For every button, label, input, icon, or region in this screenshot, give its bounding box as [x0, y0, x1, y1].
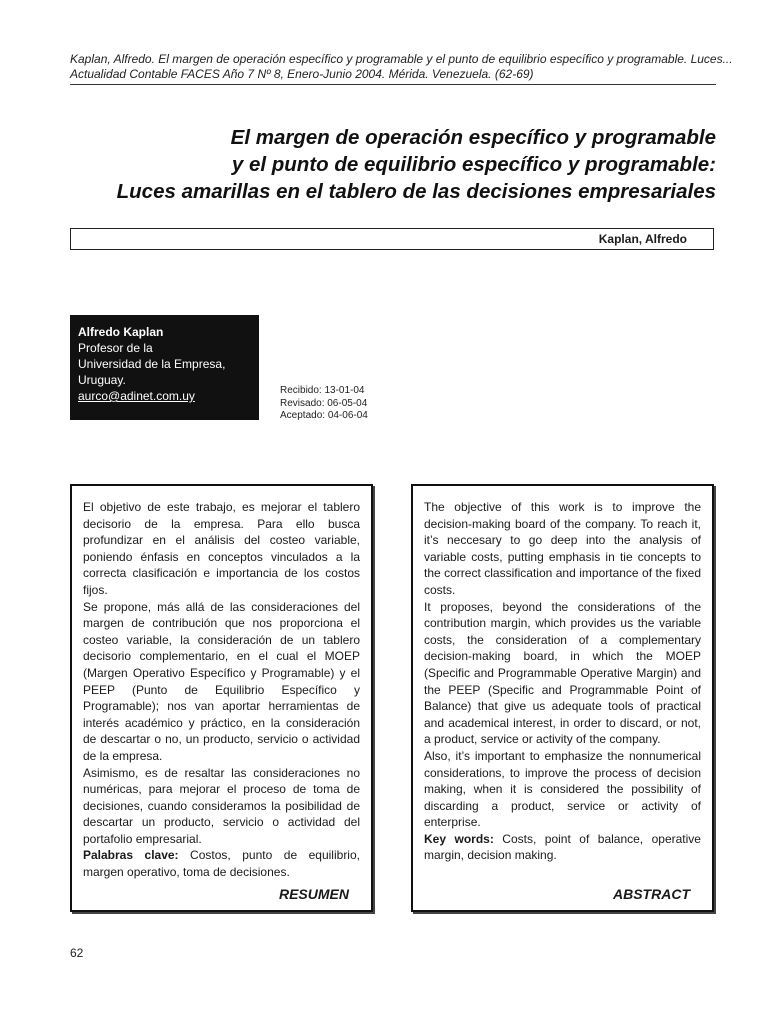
- date-accepted: Aceptado: 04-06-04: [280, 410, 368, 421]
- abstract-keywords-text: Costs, point of balance, operative margin, decision making.: [424, 831, 701, 863]
- author-bar: [70, 228, 714, 250]
- abstract-box: [411, 484, 714, 912]
- author-email-link[interactable]: aurco@adinet.com.uy: [78, 389, 195, 403]
- resumen-keywords: [83, 847, 360, 880]
- title-line-3: Luces amarillas en el tablero de las decisiones empresariales: [116, 180, 716, 203]
- resumen-paragraph-2: Se propone, más allá de las consideraciones del margen de contribución que nos proporciona el costeo variable, la consideración de un tablero decisorio complementario, en el cual el MOEP (Margen Operativo Específico y Programable) y el PEEP (Punto de Equilibrio Específico y Programable); nos van aportar herramientas de interés académico y práctico, en la consideración de descartar o no, un producto, servicio o actividad de la empresa.: [83, 599, 360, 763]
- resumen-keywords-label: Palabras clave:: [83, 848, 179, 863]
- abstract-label: ABSTRACT: [613, 886, 690, 902]
- abstract-paragraph-3: Also, it’s important to emphasize the nonnumerical considerations, to improve the process of decision making, when it is considered the possibility of discarding a product, service or activity of enterprise.: [424, 748, 701, 830]
- abstract-keywords: [424, 831, 701, 864]
- resumen-label: RESUMEN: [278, 886, 349, 902]
- abstract-paragraph-2: It proposes, beyond the considerations of the contribution margin, which provides us the variable costs, the consideration of a complementary decision-making board, in which the MOEP (Specific and Programmable Operative Margin) and the PEEP (Specific and Programmable Point of Balance) that give us adequate tools of practical and academical interest, in order to discard, or not, a product, service or activity of the company.: [424, 599, 701, 747]
- resumen-keywords-text: Costos, punto de equilibrio, margen operativo, toma de decisiones.: [83, 848, 360, 880]
- resumen-box: [70, 484, 373, 912]
- author-bar-name: Kaplan, Alfredo: [598, 232, 687, 246]
- citation-header: [70, 52, 733, 82]
- author-affiliation-1: Profesor de la: [78, 341, 153, 355]
- resumen-text: [83, 499, 360, 881]
- resumen-paragraph-1: El objetivo de este trabajo, es mejorar el tablero decisorio de la empresa. Para ello busca profundizar en el análisis del costeo variable, poniendo énfasis en conceptos vinculados a la correcta clasificación e importancia de los costos fijos.: [83, 500, 360, 597]
- title-line-1: El margen de operación específico y programable: [230, 126, 716, 149]
- article-title: [60, 124, 716, 205]
- citation-line-2: Actualidad Contable FACES Año 7 Nº 8, Enero-Junio 2004. Mérida. Venezuela. (62-69): [70, 67, 534, 81]
- title-line-2: y el punto de equilibrio específico y programable:: [231, 153, 716, 176]
- page-number: 62: [70, 946, 84, 960]
- header-divider: [70, 84, 716, 85]
- abstract-text: [424, 499, 701, 864]
- author-affiliation-3: Uruguay.: [78, 373, 126, 387]
- author-name: Alfredo Kaplan: [78, 325, 164, 339]
- abstract-keywords-label: Key words:: [424, 831, 494, 846]
- submission-dates: [280, 385, 368, 423]
- author-affiliation-2: Universidad de la Empresa,: [78, 357, 226, 371]
- date-revised: Revisado: 06-05-04: [280, 397, 368, 409]
- date-received: Recibido: 13-01-04: [280, 385, 365, 396]
- resumen-paragraph-3: Asimismo, es de resaltar las consideraciones no numéricas, para mejorar el proceso de toma de decisiones, cuando consideramos la posibilidad de descartar un producto, servicio o actividad del portafolio empresarial.: [83, 765, 360, 846]
- abstract-paragraph-1: The objective of this work is to improve the decision-making board of the company. To reach it, it’s neccesary to go deep into the analysis of variable costs, putting emphasis in tie concepts to the correct classification and importance of the fixed costs.: [424, 500, 701, 597]
- author-info-box: [70, 315, 259, 420]
- citation-line-1: Kaplan, Alfredo. El margen de operación específico y programable y el punto de equilibrio específico y programable. Luces...: [70, 52, 733, 66]
